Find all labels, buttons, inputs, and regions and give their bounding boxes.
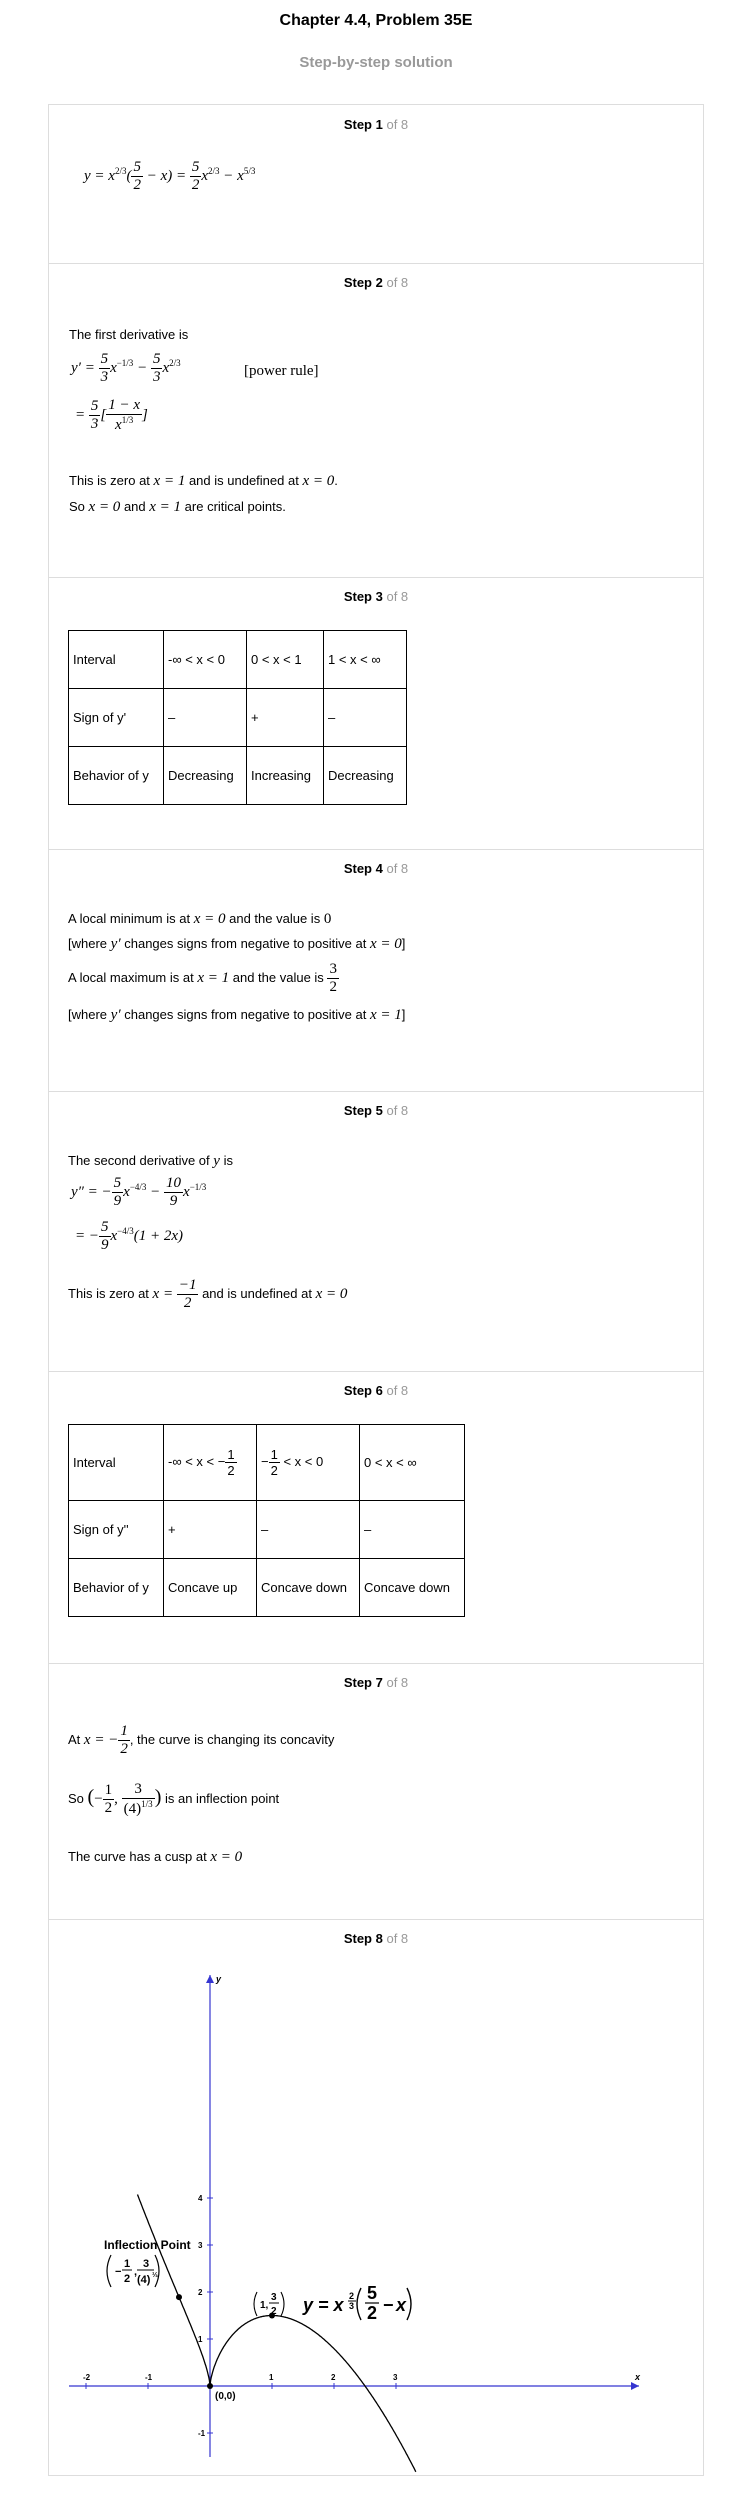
step-7-header: Step 7 of 8: [343, 1675, 409, 1690]
y-tick-label: 3: [198, 2241, 203, 2250]
table-cell: Concave down: [360, 1559, 465, 1617]
step-1-header: Step 1 of 8: [343, 117, 409, 132]
page-title: Chapter 4.4, Problem 35E: [279, 12, 473, 29]
local-max-statement: A local maximum is at x = 1 and the value is $\frac{3}{2}$: [68, 961, 337, 995]
svg-text:2: 2: [124, 2273, 131, 2285]
step-3: [49, 577, 703, 850]
step-4: [49, 849, 703, 1092]
first-derivative-table: [68, 630, 407, 805]
max-coord-label: [254, 2292, 284, 2317]
table-cell: Behavior of y: [69, 1559, 164, 1617]
step-7: [49, 1663, 703, 1920]
function-graph: [49, 1919, 703, 2475]
first-derivative-factored: = $\frac{5}{3}$ [ $\frac{1 - x}{x^{1/3}}$ ]: [75, 397, 148, 433]
x-tick-label: -2: [83, 2373, 91, 2382]
inflection-point-marker: [176, 2294, 182, 2300]
svg-text:y = x: y = x: [303, 2295, 344, 2315]
table-cell: Decreasing: [324, 747, 407, 805]
inflection-coord-label: [107, 2255, 159, 2287]
table-cell: –: [257, 1501, 360, 1559]
second-derivative-eq: y″ = − $\frac{5}{9}$ $x^{-4/3}$ − $\frac{10}{9}$ $x^{-1/3}$: [71, 1175, 207, 1209]
page-subtitle: Step-by-step solution: [299, 54, 453, 71]
second-derivative-factored: = − $\frac{5}{9}$ $x^{-4/3}(1 + 2x)$: [75, 1219, 184, 1253]
svg-text:5: 5: [367, 2283, 378, 2303]
step-8-header: Step 8 of 8: [343, 1931, 409, 1946]
x-ticks: [83, 2373, 398, 2389]
local-min-statement: A local minimum is at x = 0 and the value is 0: [68, 911, 332, 927]
x-tick-label: -1: [145, 2373, 153, 2382]
table-cell: 1 < x < ∞: [324, 631, 407, 689]
step-5-header: Step 5 of 8: [343, 1103, 409, 1118]
svg-text:x: x: [396, 2295, 407, 2315]
y-tick-label: -1: [198, 2429, 206, 2438]
second-derivative-zero: This is zero at x = $\frac{-1}{2}$ and is undefined at x = 0: [68, 1277, 348, 1311]
step-2: [49, 263, 703, 578]
step-1-equation: $y = x^{2/3}$( $\frac{5}{2}$ − x) = $\frac{5}{2}$ $x^{2/3} - x^{5/3}$: [84, 159, 256, 193]
table-cell: 0 < x < ∞: [360, 1425, 465, 1501]
table-cell: Concave up: [164, 1559, 257, 1617]
table-cell: Interval: [69, 1425, 164, 1501]
table-cell: +: [164, 1501, 257, 1559]
local-min-reason: [where y′ changes signs from negative to positive at x = 0]: [68, 936, 406, 952]
x-axis-arrow: [631, 2382, 639, 2390]
svg-text:1,: 1,: [260, 2300, 269, 2311]
step-2-intro: The first derivative is: [69, 327, 189, 342]
table-cell: Decreasing: [164, 747, 247, 805]
first-derivative-eq: y′ = $\frac{5}{3}$ $x^{-1/3}$ − $\frac{5}{3}$ $x^{2/3}$: [71, 351, 181, 385]
svg-text:−: −: [383, 2295, 394, 2315]
svg-text:⅓: ⅓: [152, 2272, 158, 2279]
zero-statement: This is zero at x = 1 and is undefined at x = 0.: [69, 473, 338, 489]
power-rule-note: [power rule]: [244, 363, 319, 379]
x-axis-label: x: [635, 2372, 641, 2382]
cusp-point: [207, 2383, 213, 2389]
local-max-reason: [where y′ changes signs from negative to positive at x = 1]: [68, 1007, 406, 1023]
svg-text:3: 3: [271, 2292, 277, 2303]
y-axis-label: y: [216, 1974, 222, 1984]
concavity-change: At x = − $\frac{1}{2}$ , the curve is changing its concavity: [68, 1723, 335, 1757]
y-axis-arrow: [206, 1975, 214, 1983]
y-tick-label: 4: [198, 2194, 203, 2203]
step-6: [49, 1371, 703, 1664]
table-cell: Sign of y'': [69, 1501, 164, 1559]
svg-text:3: 3: [349, 2301, 355, 2311]
function-curve: [138, 2195, 416, 2472]
step-1: [49, 105, 703, 264]
table-cell: +: [247, 689, 324, 747]
svg-text:3: 3: [143, 2258, 150, 2270]
critical-points: So x = 0 and x = 1 are critical points.: [69, 499, 286, 515]
step-5: [49, 1091, 703, 1372]
step-2-header: Step 2 of 8: [343, 275, 409, 290]
svg-text:2: 2: [367, 2303, 378, 2323]
step-5-intro: The second derivative of y is: [68, 1153, 233, 1169]
x-tick-label: 3: [393, 2373, 398, 2382]
table-cell: 0 < x < 1: [247, 631, 324, 689]
table-cell: Increasing: [247, 747, 324, 805]
y-tick-label: 2: [198, 2288, 203, 2297]
y-ticks: [198, 2194, 213, 2438]
table-cell: –: [360, 1501, 465, 1559]
svg-text:2: 2: [271, 2306, 277, 2317]
step-6-header: Step 6 of 8: [343, 1383, 409, 1398]
table-cell: –: [164, 689, 247, 747]
x-tick-label: 1: [269, 2373, 274, 2382]
svg-text:2: 2: [349, 2291, 355, 2301]
table-cell: -∞ < x < − $\frac{1}{2}$: [164, 1425, 257, 1501]
function-label: [302, 2283, 411, 2323]
cusp-statement: The curve has a cusp at x = 0: [68, 1849, 243, 1865]
inflection-point-statement: So (− $\frac{1}{2}$ , $\frac{3}{(4)^{1/3}}$ ) is an inflection point: [68, 1781, 280, 1817]
table-cell: Interval: [69, 631, 164, 689]
x-tick-label: 2: [331, 2373, 336, 2382]
table-cell: -∞ < x < 0: [164, 631, 247, 689]
table-cell: Concave down: [257, 1559, 360, 1617]
table-cell: Behavior of y: [69, 747, 164, 805]
y-tick-label: 1: [198, 2335, 203, 2344]
inflection-label: Inflection Point: [104, 2238, 191, 2252]
svg-text:1: 1: [124, 2258, 131, 2270]
second-derivative-table: [68, 1424, 465, 1617]
solution-container: [48, 104, 704, 2476]
origin-label: (0,0): [215, 2391, 236, 2402]
step-8: [49, 1919, 703, 2475]
svg-text:,: ,: [134, 2266, 138, 2278]
step-3-header: Step 3 of 8: [343, 589, 409, 604]
table-cell: Sign of y': [69, 689, 164, 747]
svg-text:−: −: [115, 2266, 122, 2278]
step-4-header: Step 4 of 8: [343, 861, 409, 876]
table-cell: − $\frac{1}{2}$ < x < 0: [257, 1425, 360, 1501]
table-cell: –: [324, 689, 407, 747]
svg-text:(4): (4): [137, 2274, 151, 2286]
